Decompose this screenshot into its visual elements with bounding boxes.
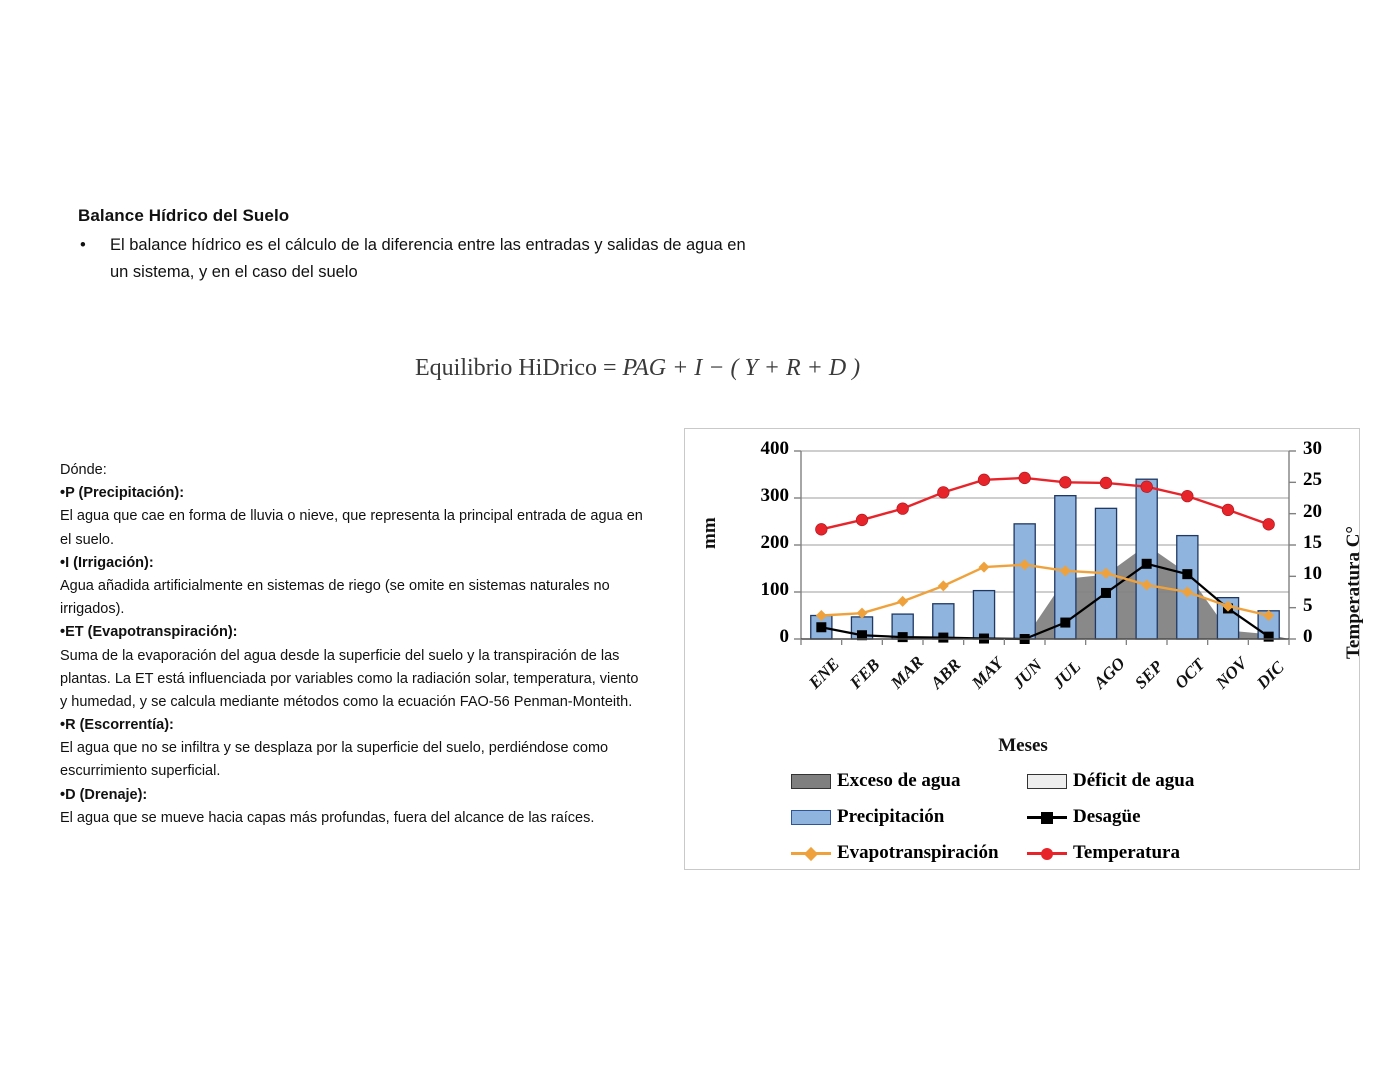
y-tick-label: 400 [760, 438, 789, 459]
x-tick-label-dic: DIC [1252, 657, 1288, 693]
x-axis-title: Meses [998, 735, 1048, 756]
y2-tick-label: 30 [1303, 438, 1322, 459]
heading-block [78, 205, 758, 286]
legend-item-desague[interactable] [1027, 806, 1261, 828]
y-tick-label: 0 [779, 626, 789, 647]
bullet-text: El balance hídrico es el cálculo de la diferencia entre las entradas y salidas de agua en un sistema, y en el caso del suelo [110, 236, 746, 281]
x-tick-label-jul: JUL [1049, 656, 1085, 693]
x-tick-label-abr: ABR [927, 654, 965, 693]
definition-body: El agua que cae en forma de lluvia o nieve, que representa la principal entrada de agua en el suelo. [60, 508, 643, 548]
list-item [78, 232, 758, 285]
x-axis-tick-labels [685, 652, 1361, 743]
definition-term: •R (Escorrentía): [60, 717, 174, 734]
definitions-block [60, 459, 645, 830]
legend-item-deficit-de-agua[interactable] [1027, 770, 1261, 792]
desague-line-square-icon [1027, 810, 1067, 825]
legend-row [791, 799, 1261, 835]
legend-item-temperatura[interactable] [1027, 842, 1261, 864]
definition-term: •ET (Evapotranspiración): [60, 624, 238, 641]
legend-row [791, 835, 1261, 871]
bullet-marker: • [80, 236, 86, 255]
temperatura-line-circle-icon [1027, 846, 1067, 861]
deficit-de-agua-swatch-icon [1027, 774, 1067, 789]
legend-item-exceso-de-agua[interactable] [791, 770, 1027, 792]
legend-label: Déficit de agua [1073, 770, 1195, 791]
definition-term: •I (Irrigación): [60, 554, 154, 571]
legend-row [791, 763, 1261, 799]
y2-tick-label: 20 [1303, 500, 1322, 522]
formula-equation [415, 355, 885, 382]
y2-tick-label: 25 [1303, 469, 1322, 491]
y-axis-right-title: Temperatura C° [1343, 525, 1364, 659]
formula-lhs: Equilibrio HiDrico [415, 355, 597, 381]
legend-label: Temperatura [1073, 842, 1180, 863]
x-tick-label-feb: FEB [846, 654, 884, 693]
x-tick-label-ago: AGO [1090, 653, 1129, 693]
plot-area [685, 437, 1364, 667]
y2-tick-label: 10 [1303, 563, 1322, 585]
chart-panel [684, 428, 1364, 870]
exceso-de-agua-swatch-icon [791, 774, 831, 789]
definitions-intro: Dónde: [60, 462, 107, 478]
precipitacion-swatch-icon [791, 810, 831, 825]
x-tick-label-ene: ENE [805, 654, 844, 693]
y-tick-label: 300 [760, 485, 789, 506]
x-tick-label-mar: MAR [886, 652, 927, 693]
page-title: Balance Hídrico del Suelo [78, 206, 290, 225]
formula-rhs: PAG + I − ( Y + R + D ) [622, 355, 861, 381]
y-tick-label: 100 [760, 579, 789, 600]
y-tick-label: 200 [760, 532, 789, 553]
legend-label: Evapotranspiración [837, 842, 999, 863]
evapotranspiracion-line-diamond-icon [791, 846, 831, 861]
x-tick-label-jun: JUN [1008, 655, 1046, 693]
definition-body: Suma de la evaporación del agua desde la superficie del suelo y la transpiración de las plantas. La ET está influenciada por variables como la radiación solar, temperatura, viento y humedad, y se calcula mediante métodos como la ecuación FAO-56 Penman-Monteith. [60, 647, 639, 710]
x-tick-label-may: MAY [968, 653, 1007, 693]
x-tick-label-nov: NOV [1212, 653, 1251, 693]
legend-item-evapotranspiracion[interactable] [791, 842, 1027, 864]
legend-label: Precipitación [837, 806, 945, 827]
definition-body: El agua que se mueve hacia capas más profundas, fuera del alcance de las raíces. [60, 809, 595, 826]
y2-tick-label: 15 [1303, 532, 1322, 553]
x-tick-label-sep: SEP [1130, 656, 1167, 693]
definition-body: Agua añadida artificialmente en sistemas de riego (se omite en sistemas naturales no irrigados). [60, 577, 610, 618]
x-tick-label-oct: OCT [1171, 654, 1209, 693]
definition-term: •P (Precipitación): [60, 485, 185, 502]
y-axis-left-title: mm [699, 517, 720, 549]
y2-tick-label: 5 [1303, 594, 1313, 616]
legend-item-precipitacion[interactable] [791, 806, 1027, 828]
y2-tick-label: 0 [1303, 626, 1313, 647]
legend-label: Exceso de agua [837, 770, 961, 791]
legend-label: Desagüe [1073, 806, 1141, 827]
definition-term: •D (Drenaje): [60, 786, 148, 803]
definition-body: El agua que no se infiltra y se desplaza por la superficie del suelo, perdiéndose como escurrimiento superficial. [60, 740, 609, 780]
chart-legend [791, 763, 1261, 871]
formula-equals: = [602, 355, 617, 381]
